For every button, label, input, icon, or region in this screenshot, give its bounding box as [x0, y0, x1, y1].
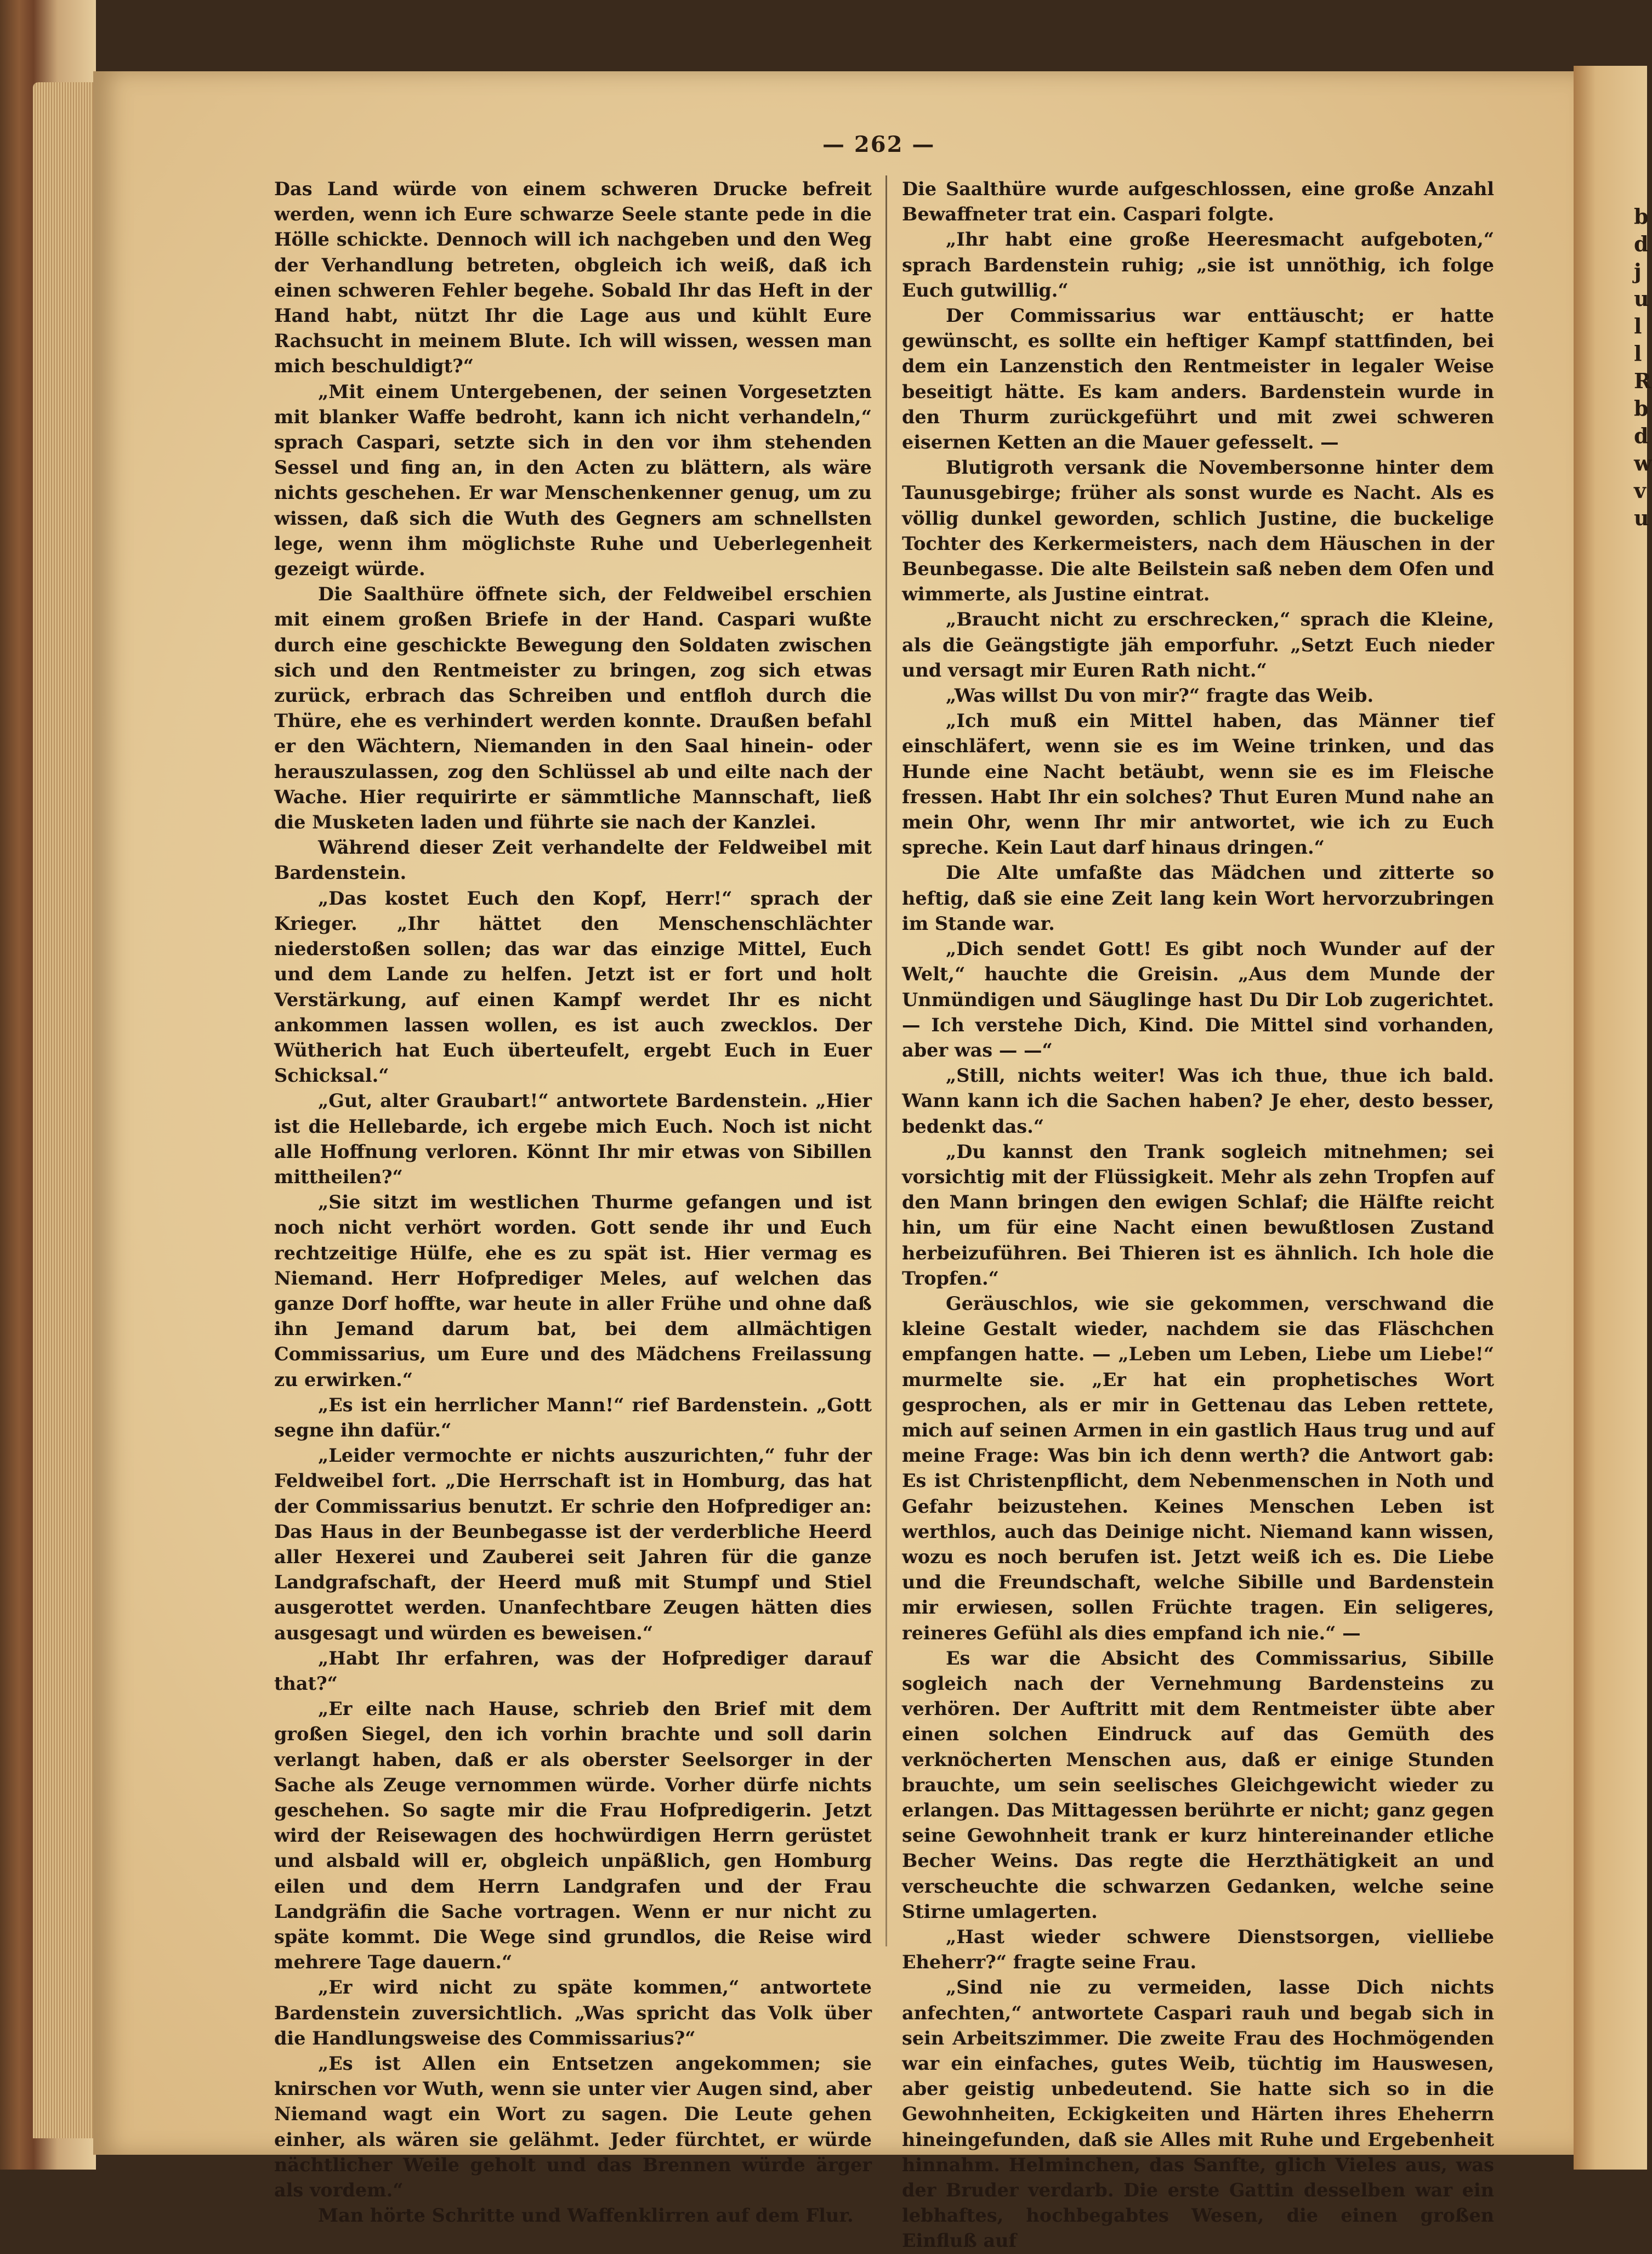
next-page-edge	[1574, 66, 1652, 2170]
paragraph: „Sind nie zu vermeiden, lasse Dich nichts anfechten,“ antwortete Caspari rauh und begab sich in sein Arbeitszimmer. Die zweite Frau des Hochmögenden war ein einfaches, gutes Weib, tüchtig im Hauswesen, aber geistig unbedeutend. Sie hatte sich so in die Gewohnheiten, Eckigkeiten und Härten ihres Eheherrn hineingefunden, daß sie Alles mit Ruhe und Ergebenheit hinnahm. Helminchen, das Sanfte, glich Vieles aus, was der Bruder verdarb. Die erste Gattin desselben war ein lebhaftes, hochbegabtes Wesen, die einen großen Einfluß auf	[902, 1977, 1494, 2252]
paragraph: „Dich sendet Gott! Es gibt noch Wunder auf der Welt,“ hauchte die Greisin. „Aus dem Munde der Unmündigen und Säuglinge hast Du Dir Lob zugerichtet. — Ich verstehe Dich, Kind. Die Mittel sind vorhanden, aber was — —“	[902, 938, 1494, 1061]
paragraph: Die Saalthüre wurde aufgeschlossen, eine große Anzahl Bewaffneter trat ein. Caspari folgte.	[902, 178, 1494, 225]
paragraph: „Still, nichts weiter! Was ich thue, thue ich bald. Wann kann ich die Sachen haben? Je eher, desto besser, bedenkt das.“	[902, 1065, 1494, 1137]
paragraph: „Ihr habt eine große Heeresmacht aufgeboten,“ sprach Bardenstein ruhig; „sie ist unnöthig, ich folge Euch gutwillig.“	[902, 229, 1494, 301]
right-column	[902, 177, 1494, 2252]
paragraph: „Was willst Du von mir?“ fragte das Weib.	[946, 685, 1374, 707]
next-page-fragment: b d j u l l R b d w v u	[1634, 204, 1652, 530]
paragraph: „Es ist Allen ein Entsetzen angekommen; sie knirschen vor Wuth, wenn sie unter vier Augen sind, aber Niemand wagt ein Wort zu sagen. Die Leute gehen einher, als wären sie gelähmt. Jeder fürchtet, er würde nächtlicher Weile geholt und das Brennen würde ärger als vordem.“	[274, 2053, 872, 2201]
paragraph: „Braucht nicht zu erschrecken,“ sprach die Kleine, als die Geängstigte jäh emporfuhr. „Setzt Euch nieder und versagt mir Euren Rath nicht.“	[902, 609, 1494, 681]
paragraph: Das Land würde von einem schweren Drucke befreit werden, wenn ich Eure schwarze Seele stante pede in die Hölle schickte. Dennoch will ich nachgeben und den Weg der Verhandlung betreten, obgleich ich weiß, daß ich einen schweren Fehler begehe. Sobald Ihr das Heft in der Hand habt, nützt Ihr die Lage aus und kühlt Eure Rachsucht in meinem Blute. Ich will wissen, wessen man mich beschuldigt?“	[274, 178, 872, 377]
paragraph: „Er wird nicht zu späte kommen,“ antwortete Bardenstein zuversichtlich. „Was spricht das Volk über die Handlungsweise des Commissarius?“	[274, 1977, 872, 2049]
paragraph: „Leider vermochte er nichts auszurichten,“ fuhr der Feldweibel fort. „Die Herrschaft ist in Homburg, das hat der Commissarius benutzt. Er schrie den Hofprediger an: Das Haus in der Beunbegasse ist der verderbliche Heerd aller Hexerei und Zauberei seit Jahren für die ganze Landgrafschaft, der Heerd muß mit Stumpf und Stiel ausgerottet werden. Unanfechtbare Zeugen hätten dies ausgesagt und würden es beweisen.“	[274, 1445, 872, 1644]
paragraph: Während dieser Zeit verhandelte der Feldweibel mit Bardenstein.	[274, 837, 872, 884]
paragraph: „Hast wieder schwere Dienstsorgen, vielliebe Eheherr?“ fragte seine Frau.	[902, 1926, 1494, 1973]
column-divider	[885, 175, 887, 1946]
page-number: — 262 —	[822, 132, 935, 157]
paragraph: „Gut, alter Graubart!“ antwortete Bardenstein. „Hier ist die Hellebarde, ich ergebe mich Euch. Noch ist nicht alle Hoffnung verloren. Könnt Ihr mir etwas von Sibillen mittheilen?“	[274, 1090, 872, 1188]
paragraph: „Habt Ihr erfahren, was der Hofprediger darauf that?“	[274, 1647, 872, 1694]
left-column	[274, 177, 872, 2227]
paragraph: Die Saalthüre öffnete sich, der Feldweibel erschien mit einem großen Briefe in der Hand. Caspari wußte durch eine geschickte Bewegung den Soldaten zwischen sich und den Rentmeister zu bringen, zog sich etwas zurück, erbrach das Schreiben und entfloh durch die Thüre, ehe es verhindert werden konnte. Draußen befahl er den Wächtern, Niemanden in den Saal hinein- oder herauszulassen, zog den Schlüssel ab und eilte nach der Wache. Hier requirirte er sämmtliche Mannschaft, ließ die Musketen laden und führte sie nach der Kanzlei.	[274, 583, 872, 833]
paragraph: „Er eilte nach Hause, schrieb den Brief mit dem großen Siegel, den ich vorhin brachte und soll darin verlangt haben, daß er als oberster Seelsorger in der Sache als Zeuge vernommen würde. Vorher dürfe nichts geschehen. So sagte mir die Frau Hofpredigerin. Jetzt wird der Reisewagen des hochwürdigen Herrn gerüstet und alsbald will er, obgleich unpäßlich, gen Homburg eilen und dem Herrn Landgrafen und der Frau Landgräfin die Sache vortragen. Wenn er nur nicht zu späte kommt. Die Wege sind grundlos, die Reise wird mehrere Tage dauern.“	[274, 1698, 872, 1973]
paragraph: „Es ist ein herrlicher Mann!“ rief Bardenstein. „Gott segne ihn dafür.“	[274, 1394, 872, 1441]
paragraph: „Ich muß ein Mittel haben, das Männer tief einschläfert, wenn sie es im Weine trinken, und das Hunde eine Nacht betäubt, wenn sie es im Fleische fressen. Habt Ihr ein solches? Thut Euren Mund nahe an mein Ohr, wenn Ihr mir antwortet, wie ich zu Euch spreche. Kein Laut darf hinaus dringen.“	[902, 710, 1494, 859]
page-edges	[33, 82, 99, 2138]
paragraph: „Mit einem Untergebenen, der seinen Vorgesetzten mit blanker Waffe bedroht, kann ich nicht verhandeln,“ sprach Caspari, setzte sich in den vor ihm stehenden Sessel und fing an, in den Acten zu blättern, als wäre nichts geschehen. Er war Menschenkenner genug, um zu wissen, daß sich die Wuth des Gegners am schnellsten lege, wenn ihm möglichste Ruhe und Ueberlegenheit gezeigt würde.	[274, 381, 872, 580]
paragraph: Blutigroth versank die Novembersonne hinter dem Taunusgebirge; früher als sonst wurde es Nacht. Als es völlig dunkel geworden, schlich Justine, die buckelige Tochter des Kerkermeisters, nach dem Häuschen in der Beunbegasse. Die alte Beilstein saß neben dem Ofen und wimmerte, als Justine eintrat.	[902, 457, 1494, 605]
paragraph: Geräuschlos, wie sie gekommen, verschwand die kleine Gestalt wieder, nachdem sie das Fläschchen empfangen hatte. — „Leben um Leben, Liebe um Liebe!“ murmelte sie. „Er hat ein prophetisches Wort gesprochen, als er mir in Gettenau das Leben rettete, mich auf seinen Armen in ein gastlich Haus trug und auf meine Frage: Was bin ich denn werth? die Antwort gab: Es ist Christenpflicht, dem Nebenmenschen in Noth und Gefahr beizustehen. Keines Menschen Leben ist werthlos, auch das Deinige nicht. Niemand kann wissen, wozu es noch berufen ist. Jetzt weiß ich es. Die Liebe und die Freundschaft, welche Sibille und Bardenstein mir erwiesen, sollen Früchte tragen. Ein seligeres, reineres Gefühl als dies empfand ich nie.“ —	[902, 1292, 1494, 1644]
paragraph: Die Alte umfaßte das Mädchen und zitterte so heftig, daß sie eine Zeit lang kein Wort hervorzubringen im Stande war.	[902, 862, 1494, 934]
paragraph: Es war die Absicht des Commissarius, Sibille sogleich nach der Vernehmung Bardensteins zu verhören. Der Auftritt mit dem Rentmeister übte aber einen solchen Eindruck auf das Gemüth des verknöcherten Menschen aus, daß er einige Stunden brauchte, um sein seelisches Gleichgewicht wieder zu erlangen. Das Mittagessen berührte er nicht; ganz gegen seine Gewohnheit trank er kurz hintereinander etliche Becher Weins. Das regte die Herzthätigkeit an und verscheuchte die schwarzen Gedanken, welche seine Stirne umlagerten.	[902, 1647, 1494, 1922]
paragraph: „Das kostet Euch den Kopf, Herr!“ sprach der Krieger. „Ihr hättet den Menschenschlächter niederstoßen sollen; das war das einzige Mittel, Euch und dem Lande zu helfen. Jetzt ist er fort und holt Verstärkung, auf einen Kampf werdet Ihr es nicht ankommen lassen wollen, es ist auch zwecklos. Der Wütherich hat Euch überteufelt, ergebt Euch in Euer Schicksal.“	[274, 887, 872, 1087]
paragraph: „Du kannst den Trank sogleich mitnehmen; sei vorsichtig mit der Flüssigkeit. Mehr als zehn Tropfen auf den Mann bringen den ewigen Schlaf; die Hälfte reicht hin, um für eine Nacht einen bewußtlosen Zustand herbeizuführen. Bei Thieren ist es ähnlich. Ich hole die Tropfen.“	[902, 1140, 1494, 1289]
paragraph: Der Commissarius war enttäuscht; er hatte gewünscht, es sollte ein heftiger Kampf stattfinden, bei dem ein Lanzenstich den Rentmeister in legaler Weise beseitigt hätte. Es kam anders. Bardenstein wurde in den Thurm zurückgeführt und mit zwei schweren eisernen Ketten an die Mauer gefesselt. —	[902, 305, 1494, 453]
paragraph: Man hörte Schritte und Waffenklirren auf dem Flur.	[318, 2205, 854, 2227]
paragraph: „Sie sitzt im westlichen Thurme gefangen und ist noch nicht verhört worden. Gott sende ihr und Euch rechtzeitige Hülfe, ehe es zu spät ist. Hier vermag es Niemand. Herr Hofprediger Meles, auf welchen das ganze Dorf hoffte, war heute in aller Frühe und ohne daß ihn Jemand darum bat, bei dem allmächtigen Commissarius, um Eure und des Mädchens Freilassung zu erwirken.“	[274, 1191, 872, 1390]
